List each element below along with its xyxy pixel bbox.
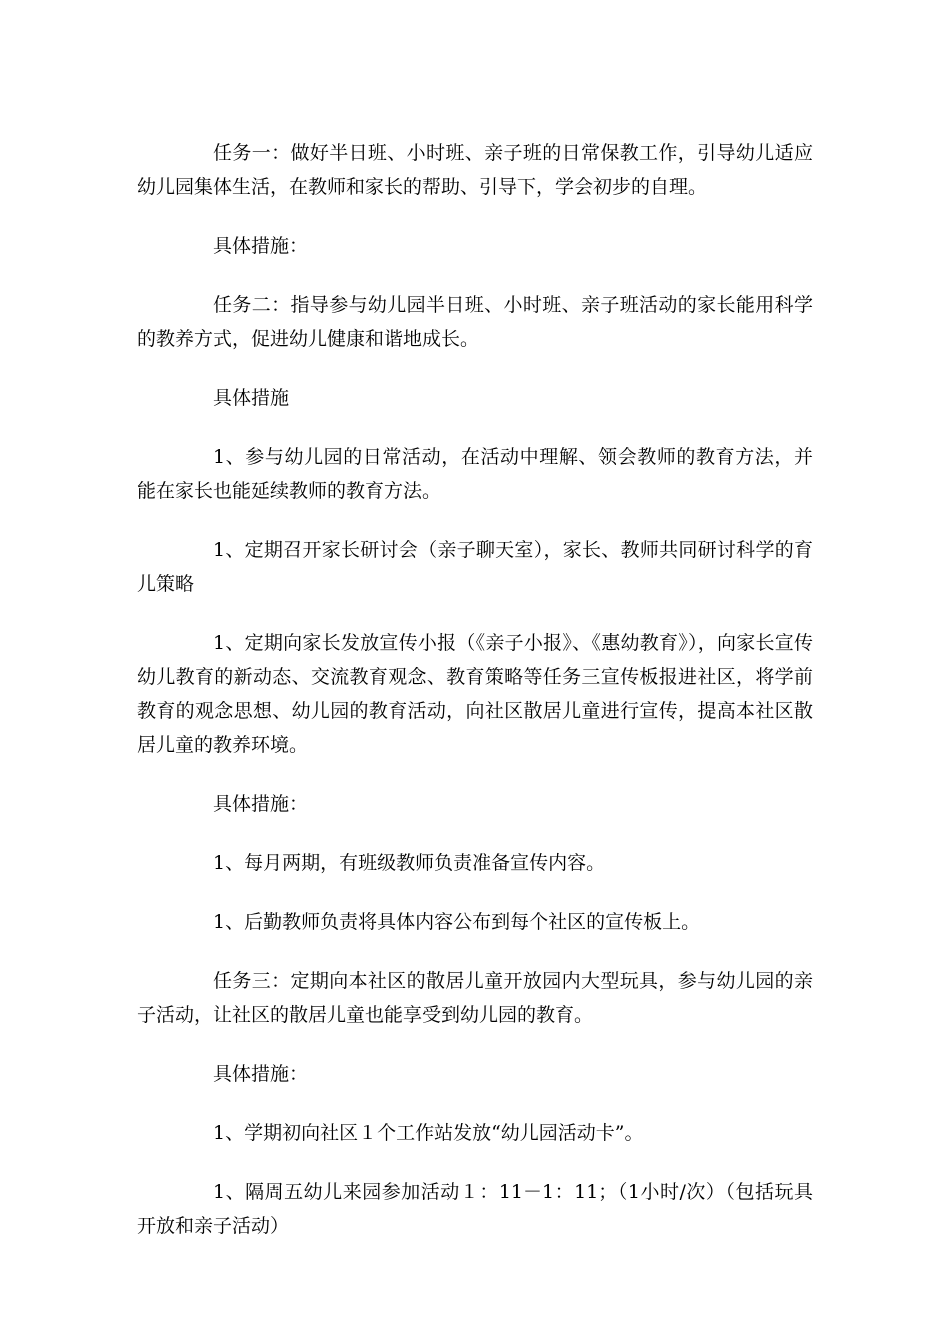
document-page (137, 136, 813, 1268)
paragraph-measure-item: 1、定期向家长发放宣传小报（《亲子小报》、《惠幼教育》），向家长宣传幼儿教育的新动态、交流教育观念、教育策略等任务三宣传板报进社区，将学前教育的观念思想、幼儿园的教育活动，向社区散居儿童进行宣传，提高本社区散居儿童的教养环境。 (137, 632, 813, 756)
paragraph-measures-heading: 具体措施： (213, 1063, 309, 1085)
paragraph-measure-item: 1、定期召开家长研讨会（亲子聊天室），家长、教师共同研讨科学的育儿策略 (137, 539, 813, 595)
paragraph-measure-item: 1、参与幼儿园的日常活动，在活动中理解、领会教师的教育方法，并能在家长也能延续教师的教育方法。 (137, 446, 813, 502)
paragraph-measure-item: 1、后勤教师负责将具体内容公布到每个社区的宣传板上。 (213, 911, 701, 933)
paragraph-measure-item: 1、每月两期，有班级教师负责准备宣传内容。 (213, 852, 606, 874)
paragraph-measure-item: 1、隔周五幼儿来园参加活动１：11－1：11；（1小时/次）（包括玩具开放和亲子活动） (137, 1181, 813, 1237)
paragraph-measure-item: 1、学期初向社区１个工作站发放“幼儿园活动卡”。 (213, 1122, 644, 1144)
paragraph-measures-heading: 具体措施 (213, 387, 290, 409)
paragraph-task-three: 任务三：定期向本社区的散居儿童开放园内大型玩具，参与幼儿园的亲子活动，让社区的散居儿童也能享受到幼儿园的教育。 (137, 970, 813, 1026)
paragraph-measures-heading: 具体措施： (213, 793, 309, 815)
paragraph-task-two: 任务二：指导参与幼儿园半日班、小时班、亲子班活动的家长能用科学的教养方式，促进幼儿健康和谐地成长。 (137, 294, 813, 350)
paragraph-task-one: 任务一：做好半日班、小时班、亲子班的日常保教工作，引导幼儿适应幼儿园集体生活，在教师和家长的帮助、引导下，学会初步的自理。 (137, 142, 813, 198)
paragraph-measures-heading: 具体措施： (213, 235, 309, 257)
